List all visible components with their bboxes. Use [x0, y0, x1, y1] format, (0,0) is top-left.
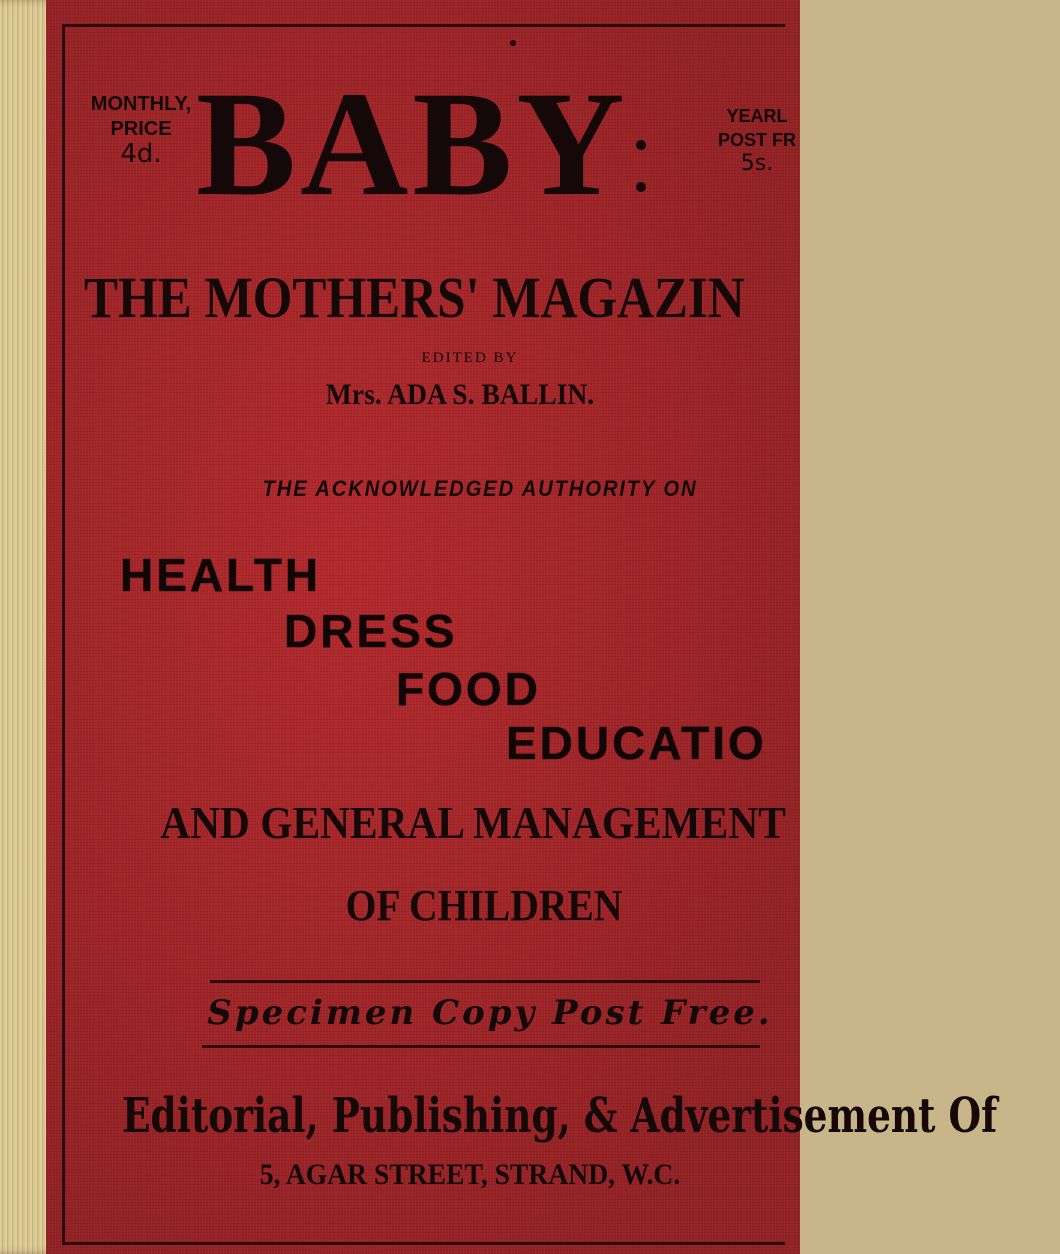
topic-health: HEALTH	[120, 549, 322, 601]
authority-line: THE ACKNOWLEDGED AUTHORITY ON	[262, 476, 698, 501]
children-line: OF CHILDREN	[345, 881, 623, 930]
general-management-line: AND GENERAL MANAGEMENT	[160, 797, 786, 848]
edited-by: EDITED BY	[421, 350, 519, 366]
address-line: 5, AGAR STREET, STRAND, W.C.	[259, 1158, 681, 1191]
title-colon	[636, 140, 646, 224]
offices-line: Editorial, Publishing, & Advertisement Of	[122, 1088, 998, 1144]
yearly-price-block	[702, 104, 812, 176]
topic-education: EDUCATIO	[506, 717, 767, 769]
post-label: POST FR	[717, 130, 796, 150]
topic-dress: DRESS	[284, 605, 458, 657]
divider-top	[210, 980, 760, 983]
magazine-subtitle: THE MOTHERS' MAGAZIN	[84, 265, 745, 330]
monthly-label: MONTHLY,	[90, 93, 192, 115]
yearly-label: YEARL	[726, 106, 788, 126]
ornament-dot	[510, 40, 516, 46]
divider-bottom	[202, 1045, 760, 1048]
magazine-title: BABY	[196, 61, 629, 227]
editor-name: Mrs. ADA S. BALLIN.	[325, 378, 595, 411]
specimen-note: Specimen Copy Post Free.	[207, 993, 773, 1033]
monthly-price: 4d.	[120, 139, 162, 169]
topic-food: FOOD	[396, 663, 541, 715]
yearly-price: 5s.	[740, 151, 774, 176]
monthly-price-block	[82, 92, 200, 167]
price-label: PRICE	[110, 118, 172, 140]
